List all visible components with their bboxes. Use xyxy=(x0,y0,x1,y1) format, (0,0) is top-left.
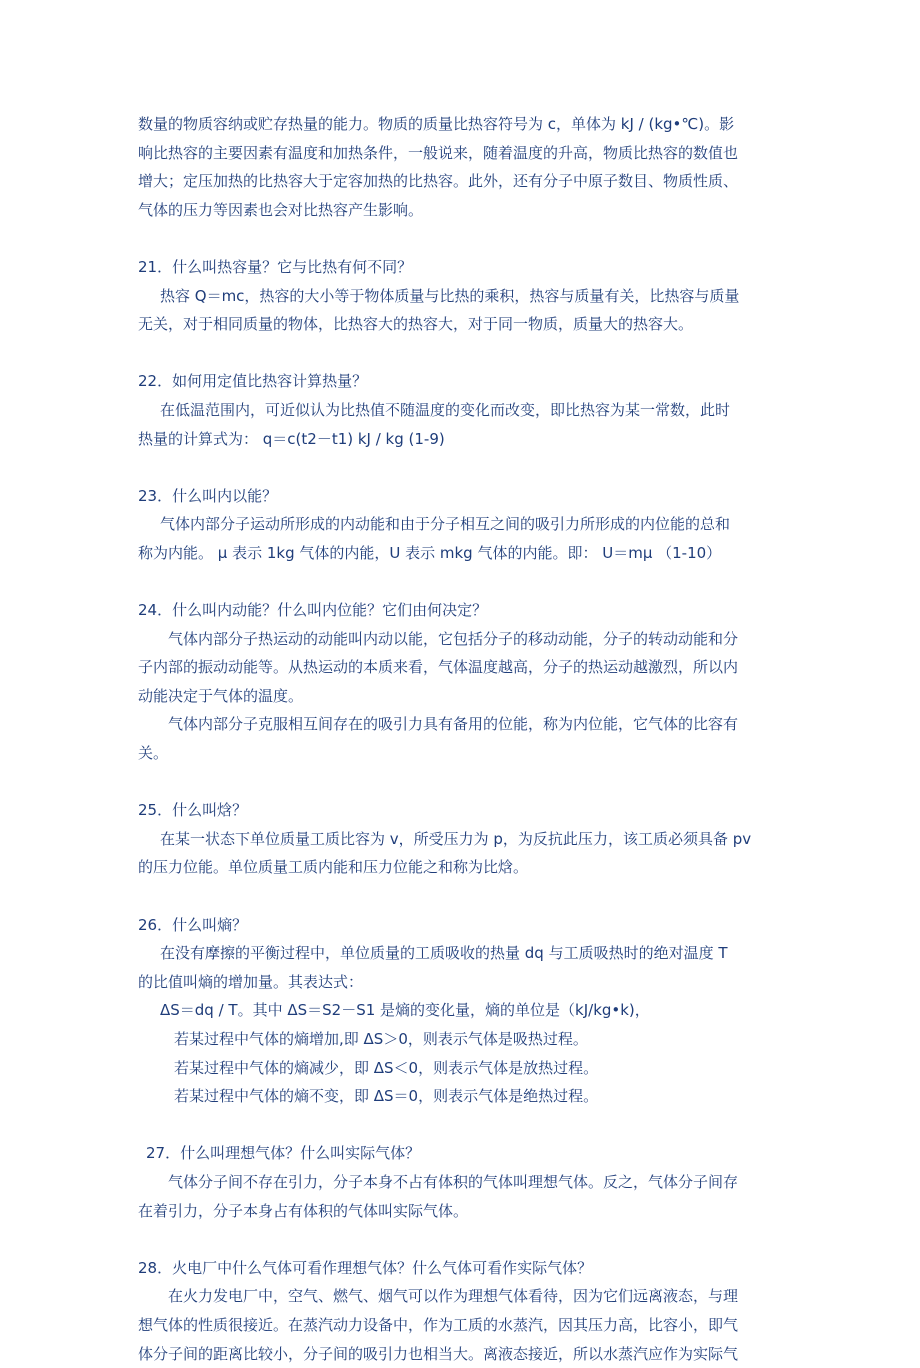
paragraph-gap xyxy=(138,768,786,797)
paragraph-gap xyxy=(138,1111,786,1140)
text-line: 在某一状态下单位质量工质比容为 v，所受压力为 p，为反抗此压力，该工质必须具备 pv xyxy=(160,829,752,848)
text-line: 称为内能。 μ 表示 1kg 气体的内能，U 表示 mkg 气体的内能。即： U＝mμ （1-10） xyxy=(138,543,722,562)
text-line: 体分子间的距离比较小，分子间的吸引力也相当大。离液态接近，所以水蒸汽应作为实际气 xyxy=(138,1344,739,1363)
text-line: 数量的物质容纳或贮存热量的能力。物质的质量比热容符号为 c，单体为 kJ / (kg•℃)。影 xyxy=(138,115,735,133)
text-line: 无关，对于相同质量的物体，比热容大的热容大，对于同一物质，质量大的热容大。 xyxy=(138,315,694,334)
paragraph-gap xyxy=(138,453,786,482)
paragraph-gap xyxy=(138,568,786,597)
text-line: 26．什么叫熵？ xyxy=(138,915,248,934)
text-line: 关。 xyxy=(138,744,169,763)
text-line: 21．什么叫热容量？它与比热有何不同？ xyxy=(138,257,413,276)
text-line: 气体内部分子克服相互间存在的吸引力具有备用的位能，称为内位能，它气体的比容有 xyxy=(168,715,739,734)
text-line: 在火力发电厂中，空气、燃气、烟气可以作为理想气体看待，因为它们远离液态，与理 xyxy=(168,1287,739,1306)
text-line: 的压力位能。单位质量工质内能和压力位能之和称为比焓。 xyxy=(138,858,529,877)
paragraph-gap xyxy=(138,339,786,368)
text-line: 气体内部分子运动所形成的内动能和由于分子相互之间的吸引力所形成的内位能的总和 xyxy=(160,515,731,534)
paragraph-gap xyxy=(138,882,786,911)
text-line: 28．火电厂中什么气体可看作理想气体？什么气体可看作实际气体？ xyxy=(138,1258,593,1277)
text-line: 响比热容的主要因素有温度和加热条件，一般说来，随着温度的升高，物质比热容的数值也 xyxy=(138,143,739,162)
text-line: 想气体的性质很接近。在蒸汽动力设备中，作为工质的水蒸汽，因其压力高，比容小，即气 xyxy=(138,1315,739,1334)
text-line: 在着引力，分子本身占有体积的气体叫实际气体。 xyxy=(138,1201,469,1220)
text-line: 气体的压力等因素也会对比热容产生影响。 xyxy=(138,200,424,219)
text-line: 23．什么叫内以能？ xyxy=(138,486,278,505)
paragraph-gap xyxy=(138,224,786,253)
paragraph-gap xyxy=(138,1225,786,1254)
text-line: 的比值叫熵的增加量。其表达式： xyxy=(138,972,364,991)
text-line: 若某过程中气体的熵增加,即 ΔS＞0，则表示气体是吸热过程。 xyxy=(174,1030,588,1048)
text-line: 27．什么叫理想气体？什么叫实际气体？ xyxy=(146,1144,421,1163)
text-line: 22．如何用定值比热容计算热量？ xyxy=(138,372,368,391)
text-line: ΔS＝dq / T。其中 ΔS＝S2－S1 是熵的变化量，熵的单位是（kJ/kg•k)， xyxy=(160,1001,650,1020)
text-line: 气体内部分子热运动的动能叫内动以能，它包括分子的移动动能，分子的转动动能和分 xyxy=(168,629,739,648)
text-line: 若某过程中气体的熵减少，即 ΔS＜0，则表示气体是放热过程。 xyxy=(174,1058,599,1077)
text-line: 在低温范围内，可近似认为比热值不随温度的变化而改变，即比热容为某一常数，此时 xyxy=(160,400,731,419)
text-line: 子内部的振动动能等。从热运动的本质来看，气体温度越高，分子的热运动越激烈，所以内 xyxy=(138,658,739,677)
text-line: 增大；定压加热的比热容大于定容加热的比热容。此外，还有分子中原子数目、物质性质、 xyxy=(138,172,739,191)
text-line: 25．什么叫焓？ xyxy=(138,801,248,820)
text-line: 热量的计算式为： q＝c(t2－t1) kJ / kg (1-9) xyxy=(138,429,445,448)
text-line: 若某过程中气体的熵不变，即 ΔS＝0，则表示气体是绝热过程。 xyxy=(174,1087,599,1106)
text-line: 动能决定于气体的温度。 xyxy=(138,686,304,705)
text-line: 气体分子间不存在引力，分子本身不占有体积的气体叫理想气体。反之，气体分子间存 xyxy=(168,1172,739,1191)
text-line: 在没有摩擦的平衡过程中，单位质量的工质吸收的热量 dq 与工质吸热时的绝对温度 T xyxy=(160,944,728,963)
text-line: 热容 Q＝mc，热容的大小等于物体质量与比热的乘积，热容与质量有关，比热容与质量 xyxy=(160,286,740,305)
text-line: 24．什么叫内动能？什么叫内位能？它们由何决定？ xyxy=(138,601,488,620)
document-page xyxy=(138,110,786,1368)
